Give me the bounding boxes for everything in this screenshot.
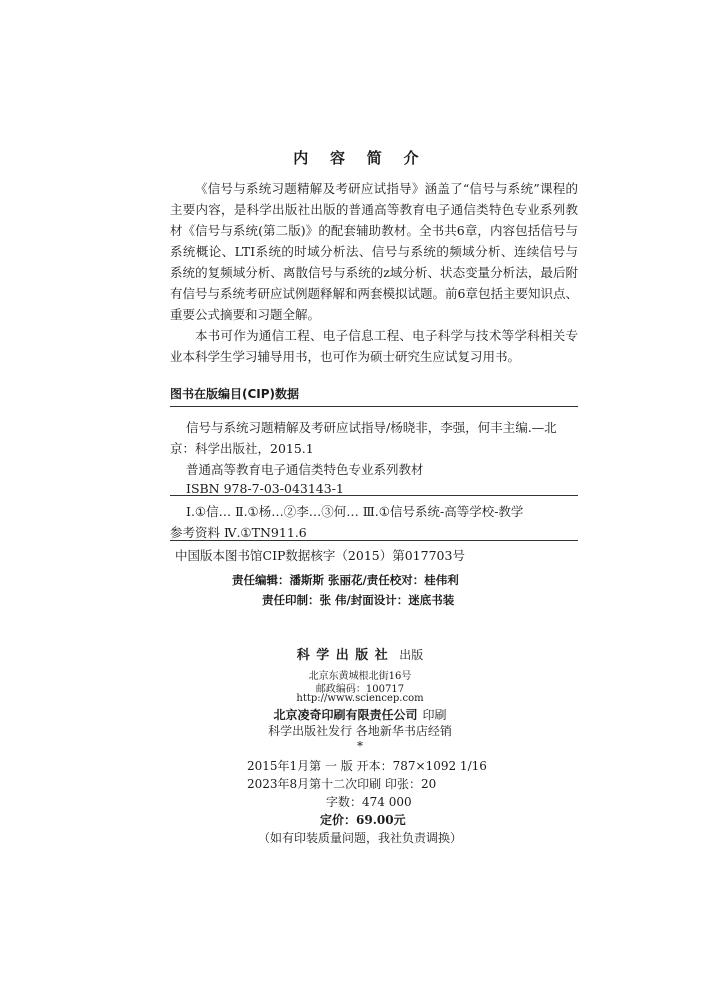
summary-paragraph-1: [170, 178, 578, 325]
editor-credits: 责任编辑：潘斯斯 张丽花/责任校对：桂伟利: [232, 573, 459, 587]
publisher-logo: 科学出版社: [296, 648, 395, 663]
publisher-line: [0, 644, 720, 663]
cip-title: 图书在版编目(CIP)数据: [170, 387, 300, 401]
cip-line-title: 信号与系统习题精解及考研应试指导/杨晓非，李强，何丰主编.—北: [186, 420, 557, 435]
printer-line: [0, 704, 720, 723]
summary-text: 《信号与系统习题精解及考研应试指导》涵盖了“信号与系统”课程的主要内容，是科学出版社出版的普通高等教育电子通信类特色专业系列教材《信号与系统(第二版)》的配套辅助教材。全书共6章，内容包括信号与系统概论、LTI系统的时域分析法、信号与系统的频域分析、连续信号与系统的复频域分析、离散信号与系统的z域分析、状态变量分析法，最后附有信号与系统考研应试例题释解和两套模拟试题。前6章包括主要知识点、重要公式摘要和习题全解。: [170, 181, 578, 322]
edition-info: 2015年1月第 一 版 开本：787×1092 1/16: [247, 759, 487, 773]
cip-middle-rule: [170, 495, 578, 496]
quality-notice: （如有印装质量问题，我社负责调换）: [257, 831, 462, 845]
cip-line-classification-cont: 参考资料 Ⅳ.①TN911.6: [170, 525, 307, 540]
publisher-url: http://www.sciencep.com: [296, 693, 424, 704]
cip-line-imprint: 京：科学出版社，2015.1: [170, 441, 314, 456]
publisher-postcode: 邮政编码：100717: [315, 684, 405, 695]
production-credits: 责任印制：张 伟/封面设计：迷底书装: [262, 593, 455, 607]
publisher-suffix: 出版: [399, 648, 424, 662]
separator-mark: *: [357, 739, 363, 753]
printer-suffix: 印刷: [422, 708, 447, 722]
publisher-address: 北京东黄城根北街16号: [308, 671, 412, 682]
summary-paragraph-2: [170, 325, 578, 367]
cip-line-series: 普通高等教育电子通信类特色专业系列教材: [186, 462, 424, 477]
distribution-line: 科学出版社发行 各地新华书店经销: [268, 724, 452, 738]
cip-bottom-rule: [170, 540, 578, 541]
summary-text: 本书可作为通信工程、电子信息工程、电子科学与技术等学科相关专业本科学生学习辅导用书，也可作为硕士研究生应试复习用书。: [170, 328, 578, 364]
cip-verify-number: 中国版本图书馆CIP数据核字（2015）第017703号: [175, 548, 465, 563]
reprint-info: 2023年8月第十二次印刷 印张：20: [247, 777, 437, 791]
cip-top-rule: [170, 406, 578, 407]
word-count: 字数：474 000: [326, 795, 412, 809]
cip-line-isbn: ISBN 978-7-03-043143-1: [186, 481, 344, 496]
price: 定价：69.00元: [320, 813, 406, 827]
page-title: 内 容 简 介: [293, 149, 427, 167]
cip-line-classification: Ⅰ.①信… Ⅱ.①杨…②李…③何… Ⅲ.①信号系统-高等学校-教学: [186, 504, 524, 519]
printer-logo: 北京凌奇印刷有限责任公司: [273, 708, 418, 722]
